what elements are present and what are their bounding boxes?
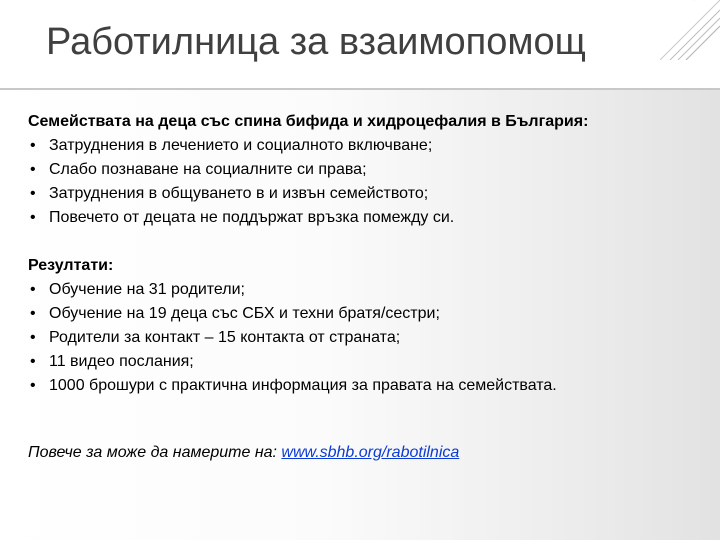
list-item — [28, 326, 698, 350]
bullet-icon: • — [30, 161, 36, 178]
list-item-text: Обучение на 31 родители; — [49, 281, 245, 298]
slide-content — [28, 110, 698, 465]
list-item-text: 1000 брошури с практична информация за правата на семействата. — [49, 377, 557, 394]
list-item-text: Затруднения в общуването в и извън семейството; — [49, 185, 429, 202]
list-item — [28, 182, 698, 206]
bullet-icon: • — [30, 305, 36, 322]
bullet-icon: • — [30, 281, 36, 298]
corner-accent-lines-icon — [660, 0, 720, 60]
bullet-icon: • — [30, 329, 36, 346]
list-item-text: 11 видео послания; — [49, 353, 194, 370]
spacer — [28, 230, 698, 254]
website-link[interactable]: www.sbhb.org/rabotilnica — [281, 444, 460, 461]
spacer — [28, 398, 698, 441]
slide-title: Работилница за взаимопомощ — [46, 21, 586, 63]
bullet-icon: • — [30, 185, 36, 202]
title-divider — [0, 88, 720, 90]
list-item — [28, 374, 698, 398]
bullet-icon: • — [30, 137, 36, 154]
title-band — [0, 0, 720, 88]
problems-list — [28, 134, 698, 230]
bullet-icon: • — [30, 353, 36, 370]
list-item — [28, 302, 698, 326]
problems-heading: Семействата на деца със спина бифида и хидроцефалия в България: — [28, 113, 589, 130]
list-item — [28, 206, 698, 230]
more-info-text: Повече за може да намерите на: — [28, 444, 282, 461]
list-item-text: Затруднения в лечението и социалното включване; — [49, 137, 433, 154]
results-heading: Резултати: — [28, 257, 114, 274]
list-item-text: Слабо познаване на социалните си права; — [49, 161, 367, 178]
list-item-text: Родители за контакт – 15 контакта от страната; — [49, 329, 401, 346]
list-item — [28, 350, 698, 374]
list-item — [28, 278, 698, 302]
bullet-icon: • — [30, 377, 36, 394]
list-item-text: Повечето от децата не поддържат връзка помежду си. — [49, 209, 455, 226]
list-item-text: Обучение на 19 деца със СБХ и техни братя/сестри; — [49, 305, 440, 322]
more-info-line — [28, 441, 698, 465]
list-item — [28, 158, 698, 182]
list-item — [28, 134, 698, 158]
results-list — [28, 278, 698, 398]
bullet-icon: • — [30, 209, 36, 226]
